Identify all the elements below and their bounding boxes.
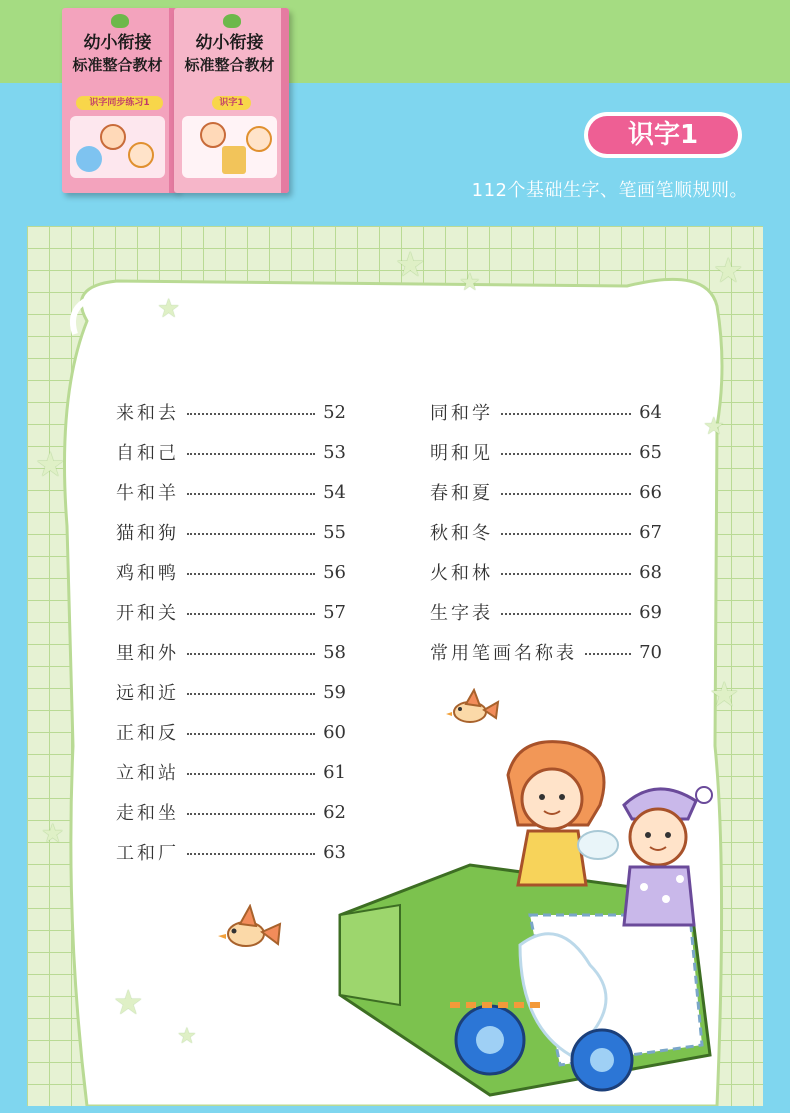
toc-entry[interactable] — [116, 719, 346, 745]
toc-entry-title: 同和学 — [430, 403, 493, 424]
book-illustration — [182, 116, 277, 178]
toc-entry-page: 62 — [323, 801, 346, 823]
toc-leader — [501, 413, 631, 415]
book-title-line2: 标准整合教材 — [184, 56, 275, 74]
publisher-logo-icon — [111, 14, 129, 28]
toc-leader — [187, 773, 315, 775]
toc-entry-page: 52 — [323, 401, 346, 423]
star-icon: ★ — [41, 819, 65, 849]
toc-entry-title: 远和近 — [116, 683, 179, 704]
toc-leader — [501, 573, 631, 575]
section-badge — [584, 112, 742, 158]
toc-entry-page: 63 — [323, 841, 346, 863]
book-spine — [281, 8, 289, 193]
toc-leader — [187, 613, 315, 615]
toc-entry-title: 猫和狗 — [116, 523, 179, 544]
toc-leader — [187, 573, 315, 575]
toc-entry[interactable] — [430, 399, 662, 425]
book-pill-label: 识字1 — [212, 96, 251, 110]
book-illustration — [70, 116, 165, 178]
hourglass-icon — [222, 146, 246, 174]
toc-entry-page: 54 — [323, 481, 346, 503]
toc-entry-page: 61 — [323, 761, 346, 783]
boy-icon — [200, 122, 226, 148]
toc-entry-page: 68 — [639, 561, 662, 583]
toc-entry[interactable] — [116, 839, 346, 865]
toc-entry-title: 牛和羊 — [116, 483, 179, 504]
toc-entry-title: 来和去 — [116, 403, 179, 424]
star-icon: ★ — [709, 675, 740, 715]
toc-leader — [187, 453, 315, 455]
toc-entry[interactable] — [116, 519, 346, 545]
toc-leader — [187, 693, 315, 695]
toc-entry[interactable] — [430, 599, 662, 625]
bird-icon — [216, 904, 282, 956]
toc-entry-title: 明和见 — [430, 443, 493, 464]
toc-leader — [187, 493, 315, 495]
toc-leader — [501, 533, 631, 535]
toc-leader — [501, 493, 631, 495]
toc-entry-title: 走和坐 — [116, 803, 179, 824]
toc-entry-page: 70 — [639, 641, 662, 663]
toc-entry-page: 67 — [639, 521, 662, 543]
toc-entry[interactable] — [116, 479, 346, 505]
toc-entry-title: 秋和冬 — [430, 523, 493, 544]
toc-entry-page: 64 — [639, 401, 662, 423]
toc-entry-page: 65 — [639, 441, 662, 463]
toc-entry[interactable] — [430, 639, 662, 665]
toc-entry-page: 60 — [323, 721, 346, 743]
toc-entry-page: 55 — [323, 521, 346, 543]
toc-entry-title: 立和站 — [116, 763, 179, 784]
star-icon: ★ — [713, 251, 744, 291]
boy-icon — [596, 775, 720, 935]
book-cover-main — [174, 8, 289, 193]
toc-entry-title: 里和外 — [116, 643, 179, 664]
toc-entry-page: 66 — [639, 481, 662, 503]
toc-entry[interactable] — [116, 399, 346, 425]
toc-entry-page: 53 — [323, 441, 346, 463]
toc-leader — [187, 653, 315, 655]
girl-icon — [246, 126, 272, 152]
toc-entry[interactable] — [116, 639, 346, 665]
toc-entry-title: 春和夏 — [430, 483, 493, 504]
toc-entry-page: 59 — [323, 681, 346, 703]
star-icon: ★ — [395, 245, 426, 285]
section-subtitle: 112个基础生字、笔画笔顺规则。 — [471, 180, 748, 201]
toc-entry[interactable] — [116, 559, 346, 585]
toc-entry-title: 正和反 — [116, 723, 179, 744]
moon-icon — [76, 146, 102, 172]
toc-entry-title: 鸡和鸭 — [116, 563, 179, 584]
toc-entry[interactable] — [116, 599, 346, 625]
toc-entry-page: 58 — [323, 641, 346, 663]
toc-entry-title: 工和厂 — [116, 843, 179, 864]
toc-entry-title: 开和关 — [116, 603, 179, 624]
star-icon: ★ — [157, 294, 181, 324]
book-cover-practice — [62, 8, 177, 193]
toc-entry-title: 自和己 — [116, 443, 179, 464]
toc-entry[interactable] — [430, 559, 662, 585]
star-icon: ★ — [35, 445, 66, 485]
star-icon: ★ — [703, 412, 725, 440]
book-title-line1: 幼小衔接 — [195, 33, 264, 53]
toc-entry[interactable] — [430, 519, 662, 545]
book-title-line2: 标准整合教材 — [72, 56, 163, 74]
toc-entry-title: 火和林 — [430, 563, 493, 584]
star-icon: ★ — [177, 1024, 197, 1049]
toc-leader — [187, 533, 315, 535]
toc-leader — [187, 733, 315, 735]
boy-icon — [100, 124, 126, 150]
toc-leader — [187, 813, 315, 815]
toc-entry-page: 57 — [323, 601, 346, 623]
girl-icon — [128, 142, 154, 168]
toc-leader — [585, 653, 631, 655]
toc-entry[interactable] — [116, 799, 346, 825]
toc-entry[interactable] — [116, 679, 346, 705]
book-pill-label: 识字同步练习1 — [76, 96, 163, 110]
toc-entry[interactable] — [116, 439, 346, 465]
toc-entry[interactable] — [430, 479, 662, 505]
toc-leader — [501, 613, 631, 615]
toc-entry[interactable] — [116, 759, 346, 785]
section-badge-label: 识字1 — [588, 116, 738, 154]
toc-leader — [187, 413, 315, 415]
toc-entry-title: 生字表 — [430, 603, 493, 624]
toc-entry-page: 56 — [323, 561, 346, 583]
toc-entry[interactable] — [430, 439, 662, 465]
bird-icon — [444, 688, 500, 728]
toc-entry-title: 常用笔画名称表 — [430, 643, 577, 664]
book-title-line1: 幼小衔接 — [83, 33, 152, 53]
publisher-logo-icon — [223, 14, 241, 28]
toc-leader — [187, 853, 315, 855]
star-icon: ★ — [459, 268, 481, 296]
star-icon: ★ — [113, 983, 144, 1023]
toc-entry-page: 69 — [639, 601, 662, 623]
toc-leader — [501, 453, 631, 455]
